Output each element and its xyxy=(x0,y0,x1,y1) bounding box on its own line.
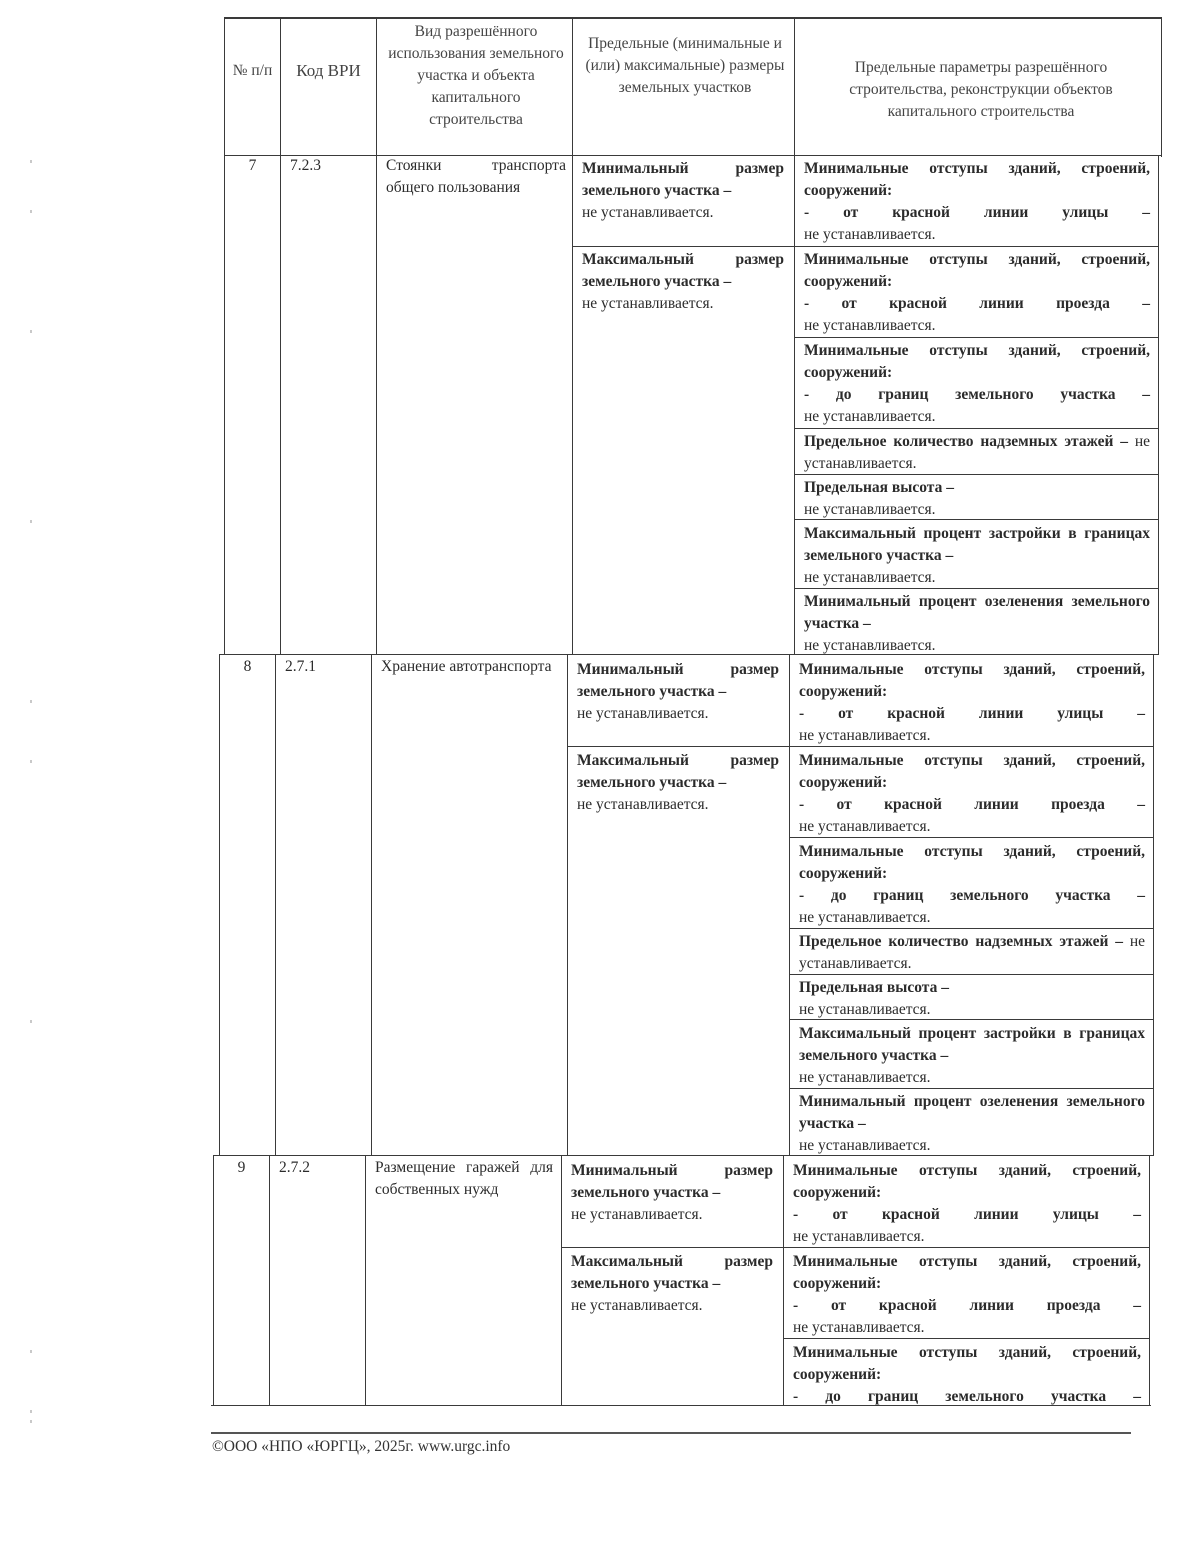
row-num: 8 xyxy=(243,658,252,675)
height-value: не устанавливается. xyxy=(804,501,936,518)
setback-title: Минимальные отступы зданий, строений, сооружений: xyxy=(799,661,1145,700)
min-size-title: Минимальный размер земельного участка – xyxy=(577,661,779,700)
min-size-value: не устанавливается. xyxy=(571,1206,703,1223)
setback-border-block xyxy=(787,1341,1145,1408)
row-type: Хранение автотранспорта xyxy=(381,658,552,675)
setback-value: не устанавливается. xyxy=(799,818,931,835)
max-size-block xyxy=(565,1250,777,1317)
build-pct-title: Максимальный процент застройки в границах земельного участка – xyxy=(799,1025,1145,1064)
setback-value: не устанавливается. xyxy=(793,1228,925,1245)
setback-street-block xyxy=(787,1159,1145,1248)
setback-passage: - от красной линии проезда – xyxy=(799,796,1145,813)
setback-street: - от красной линии улицы – xyxy=(793,1206,1141,1223)
height-block xyxy=(793,976,1149,1021)
footer-copyright: ©ООО «НПО «ЮРГЦ», 2025г. www.urgc.info xyxy=(212,1438,511,1455)
min-size-value: не устанавливается. xyxy=(582,204,714,221)
setback-border: - до границ земельного участка – xyxy=(804,386,1150,403)
header-num: № п/п xyxy=(232,62,273,79)
header-sizes: Предельные (минимальные и (или) максимальные) размеры земельных участков xyxy=(585,35,785,96)
setback-value: не устанавливается. xyxy=(793,1319,925,1336)
build-pct-value: не устанавливается. xyxy=(804,569,936,586)
floors-value: не устанавливается. xyxy=(804,433,1150,472)
setback-title: Минимальные отступы зданий, строений, сооружений: xyxy=(793,1253,1141,1292)
setback-title: Минимальные отступы зданий, строений, сооружений: xyxy=(799,843,1145,882)
setback-value: не устанавливается. xyxy=(804,408,936,425)
setback-street: - от красной линии улицы – xyxy=(804,204,1150,221)
header-params: Предельные параметры разрешённого строительства, реконструкции объектов капитального строительства xyxy=(849,59,1113,120)
max-size-title: Максимальный размер земельного участка – xyxy=(577,752,779,791)
floors-block xyxy=(793,930,1149,975)
setback-title: Минимальные отступы зданий, строений, сооружений: xyxy=(804,342,1150,381)
min-size-value: не устанавливается. xyxy=(577,705,709,722)
setback-title: Минимальные отступы зданий, строений, сооружений: xyxy=(799,752,1145,791)
setback-passage-block xyxy=(793,749,1149,838)
setback-value: не устанавливается. xyxy=(804,317,936,334)
green-pct-value: не устанавливается. xyxy=(799,1137,931,1154)
green-pct-title: Минимальный процент озеленения земельного участка – xyxy=(804,593,1150,632)
build-pct-block xyxy=(793,1022,1149,1089)
height-value: не устанавливается. xyxy=(799,1001,931,1018)
setback-passage: - от красной линии проезда – xyxy=(804,295,1150,312)
green-pct-block xyxy=(798,590,1154,657)
floors-title: Предельное количество надземных этажей – xyxy=(804,433,1128,450)
setback-value: не устанавливается. xyxy=(799,909,931,926)
setback-border-block xyxy=(798,339,1154,428)
build-pct-block xyxy=(798,522,1154,589)
row-type: Стоянки транспорта общего пользования xyxy=(386,157,566,196)
setback-border: - до границ земельного участка – xyxy=(793,1388,1141,1405)
min-size-title: Минимальный размер земельного участка – xyxy=(582,160,784,199)
setback-street-block xyxy=(798,157,1154,246)
setback-value: не устанавливается. xyxy=(804,226,936,243)
max-size-title: Максимальный размер земельного участка – xyxy=(571,1253,773,1292)
header-code: Код ВРИ xyxy=(296,61,361,80)
max-size-value: не устанавливается. xyxy=(577,796,709,813)
build-pct-title: Максимальный процент застройки в границах земельного участка – xyxy=(804,525,1150,564)
header-type: Вид разрешённого использования земельного участка и объекта капитального строительства xyxy=(388,23,564,128)
setback-title: Минимальные отступы зданий, строений, сооружений: xyxy=(793,1344,1141,1383)
setback-value: не устанавливается. xyxy=(799,727,931,744)
setback-title: Минимальные отступы зданий, строений, сооружений: xyxy=(804,251,1150,290)
row-code: 7.2.3 xyxy=(290,157,321,174)
setback-title: Минимальные отступы зданий, строений, сооружений: xyxy=(804,160,1150,199)
height-title: Предельная высота – xyxy=(799,979,949,996)
row-code: 2.7.1 xyxy=(285,658,316,675)
max-size-value: не устанавливается. xyxy=(582,295,714,312)
min-size-block xyxy=(565,1159,777,1226)
build-pct-value: не устанавливается. xyxy=(799,1069,931,1086)
green-pct-value: не устанавливается. xyxy=(804,637,936,654)
setback-passage-block xyxy=(798,248,1154,337)
height-title: Предельная высота – xyxy=(804,479,954,496)
row-num: 7 xyxy=(248,157,257,174)
footer-divider xyxy=(211,1432,1131,1434)
setback-street: - от красной линии улицы – xyxy=(799,705,1145,722)
min-size-title: Минимальный размер земельного участка – xyxy=(571,1162,773,1201)
min-size-block xyxy=(571,658,783,725)
setback-passage: - от красной линии проезда – xyxy=(793,1297,1141,1314)
floors-value: не устанавливается. xyxy=(799,933,1145,972)
row-type: Размещение гаражей для собственных нужд xyxy=(375,1159,553,1198)
setback-title: Минимальные отступы зданий, строений, сооружений: xyxy=(793,1162,1141,1201)
max-size-block xyxy=(576,248,788,315)
floors-title: Предельное количество надземных этажей – xyxy=(799,933,1123,950)
setback-passage-block xyxy=(787,1250,1145,1339)
setback-border: - до границ земельного участка – xyxy=(799,887,1145,904)
height-block xyxy=(798,476,1154,521)
setback-street-block xyxy=(793,658,1149,747)
row-code: 2.7.2 xyxy=(279,1159,310,1176)
floors-block xyxy=(798,430,1154,475)
setback-border-block xyxy=(793,840,1149,929)
max-size-block xyxy=(571,749,783,816)
max-size-title: Максимальный размер земельного участка – xyxy=(582,251,784,290)
green-pct-block xyxy=(793,1090,1149,1157)
min-size-block xyxy=(576,157,788,224)
row-num: 9 xyxy=(237,1159,246,1176)
green-pct-title: Минимальный процент озеленения земельного участка – xyxy=(799,1093,1145,1132)
max-size-value: не устанавливается. xyxy=(571,1297,703,1314)
